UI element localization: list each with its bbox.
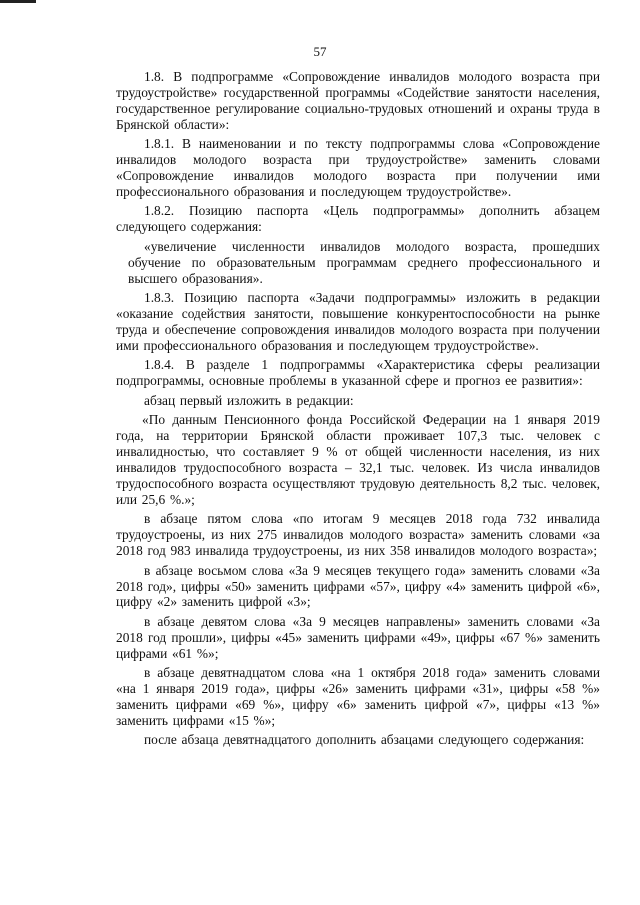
paragraph-after-nineteenth: после абзаца девятнадцатого дополнить абзацами следующего содержания: [144, 732, 585, 748]
paragraph-goal-quote: «увеличение численности инвалидов молодого возраста, прошедших обучение по образовательным программам среднего профессионального и высшего образования». [128, 238, 600, 286]
paragraph-1-8-3: 1.8.3. Позицию паспорта «Задачи подпрограммы» изложить в редакции «оказание содействия занятости, повышение конкурентоспособности на рынке труда и обеспечение сопровождения инвалидов молодого возраста при получении ими профессионального образования и последующем трудоустройстве». [116, 290, 600, 353]
document-body [116, 69, 600, 752]
paragraph-pension-fund-quote: «По данным Пенсионного фонда Российской Федерации на 1 января 2019 года, на территории Брянской области проживает 107,3 тыс. человек с инвалидностью, что составляет 9 % от общей численности населения, из них инвалидов трудоспособного возраста – 32,1 тыс. человек. Из числа инвалидов трудоспособного возраста осуществляют трудовую деятельность 8,2 тыс. человек, или 25,6 %.»; [116, 412, 600, 507]
paragraph-first-abzac: абзац первый изложить в редакции: [144, 392, 354, 408]
paragraph-eighth-abzac: в абзаце восьмом слова «За 9 месяцев текущего года» заменить словами «За 2018 год», цифры «50» заменить цифрами «57», цифру «4» заменить цифрой «6», цифру «2» заменить цифрой «3»; [116, 562, 600, 610]
paragraph-1-8: 1.8. В подпрограмме «Сопровождение инвалидов молодого возраста при трудоустройстве» государственной программы «Содействие занятости населения, государственное регулирование социально-трудовых отношений и охраны труда в Брянской области»: [116, 69, 600, 132]
paragraph-1-8-4: 1.8.4. В разделе 1 подпрограммы «Характеристика сферы реализации подпрограммы, основные проблемы в указанной сфере и прогноз ее развития»: [116, 357, 600, 389]
paragraph-fifth-abzac: в абзаце пятом слова «по итогам 9 месяцев 2018 года 732 инвалида трудоустроены, из них 275 инвалидов молодого возраста» заменить словами «за 2018 год 983 инвалида трудоустроены, из них 358 инвалидов молодого возраста»; [116, 511, 600, 559]
paragraph-1-8-2: 1.8.2. Позицию паспорта «Цель подпрограммы» дополнить абзацем следующего содержания: [116, 203, 600, 235]
paragraph-ninth-abzac: в абзаце девятом слова «За 9 месяцев направлены» заменить словами «За 2018 год прошли», цифры «45» заменить цифрами «49», цифры «67 %» заменить цифрами «61 %»; [116, 613, 600, 661]
paragraph-1-8-1: 1.8.1. В наименовании и по тексту подпрограммы слова «Сопровождение инвалидов молодого возраста при трудоустройстве» заменить словами «Сопровождение инвалидов молодого возраста при получении ими профессионального образования и последующем трудоустройстве». [116, 136, 600, 199]
page-number: 57 [313, 44, 327, 59]
scan-edge-mark [0, 0, 36, 3]
paragraph-nineteenth-abzac: в абзаце девятнадцатом слова «на 1 октября 2018 года» заменить словами «на 1 января 2019 года», цифры «26» заменить цифрами «31», цифры «58 %» заменить цифрами «69 %», цифру «6» заменить цифрой «7», цифры «13 %» заменить цифрами «15 %»; [116, 665, 600, 728]
